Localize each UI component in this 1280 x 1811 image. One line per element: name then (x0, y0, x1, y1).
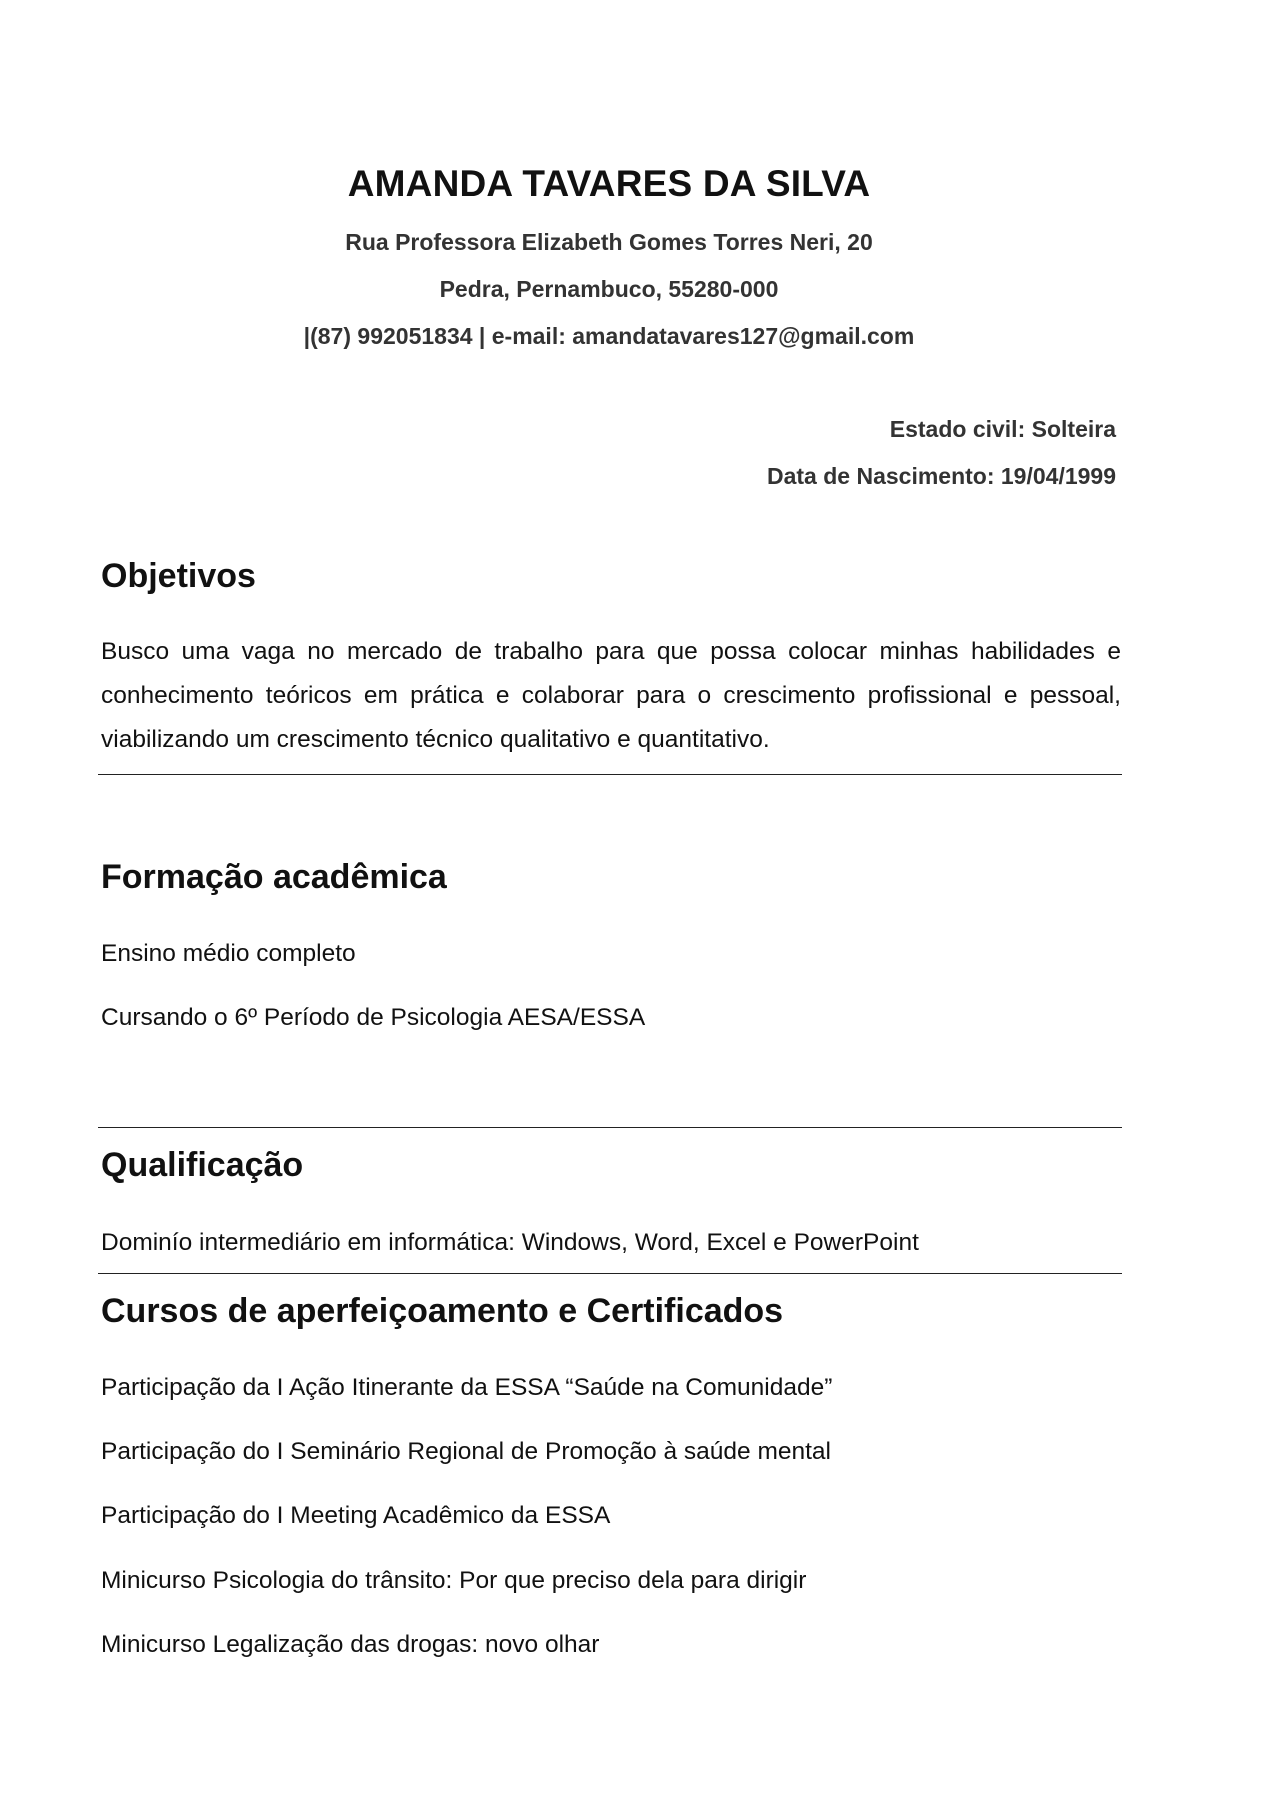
marital-status: Estado civil: Solteira (889, 416, 1116, 442)
section-divider (98, 1273, 1122, 1274)
section-title-cursos: Cursos de aperfeiçoamento e Certificados (101, 1292, 784, 1330)
address-line-2: Pedra, Pernambuco, 55280-000 (439, 276, 779, 302)
curso-item: Minicurso Legalização das drogas: novo olhar (101, 1631, 600, 1658)
candidate-name: AMANDA TAVARES DA SILVA (347, 163, 871, 204)
qualificacao-item: Dominío intermediário em informática: Windows, Word, Excel e PowerPoint (101, 1229, 919, 1256)
address-line-1: Rua Professora Elizabeth Gomes Torres Neri, 20 (345, 229, 873, 255)
section-title-objetivos: Objetivos (101, 557, 256, 595)
curso-item: Participação da I Ação Itinerante da ESSA “Saúde na Comunidade” (101, 1374, 833, 1401)
section-title-formacao: Formação acadêmica (101, 858, 447, 896)
curso-item: Minicurso Psicologia do trânsito: Por que preciso dela para dirigir (101, 1567, 807, 1594)
section-divider (98, 1127, 1122, 1128)
birth-date: Data de Nascimento: 19/04/1999 (766, 463, 1116, 489)
curso-item: Participação do I Seminário Regional de Promoção à saúde mental (101, 1438, 831, 1465)
contact-line: |(87) 992051834 | e-mail: amandatavares127@gmail.com (303, 323, 915, 349)
section-divider (98, 774, 1122, 775)
formacao-item: Ensino médio completo (101, 940, 356, 967)
curso-item: Participação do I Meeting Acadêmico da ESSA (101, 1502, 611, 1529)
section-title-qualificacao: Qualificação (101, 1146, 304, 1184)
objetivos-text: Busco uma vaga no mercado de trabalho para que possa colocar minhas habilidades e conhecimento teóricos em prática e colaborar para o crescimento profissional e pessoal, viabilizando um crescimento técnico qualitativo e quantitativo. (101, 638, 1121, 753)
formacao-item: Cursando o 6º Período de Psicologia AESA/ESSA (101, 1004, 646, 1031)
